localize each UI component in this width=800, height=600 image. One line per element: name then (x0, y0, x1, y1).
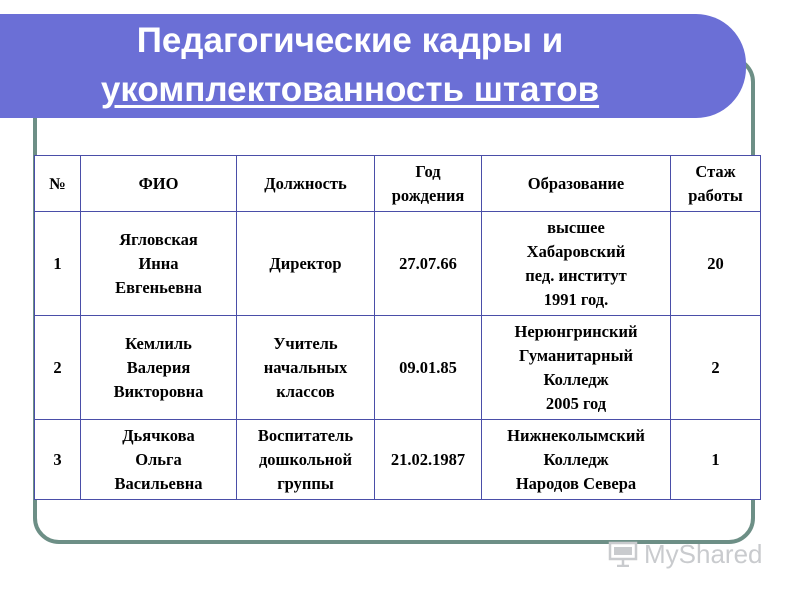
cell-number: 1 (35, 212, 81, 316)
presentation-board-icon (608, 541, 638, 567)
cell-number: 3 (35, 420, 81, 500)
header-birth-year: Год рождения (375, 156, 482, 212)
table-row (35, 420, 761, 500)
page-title (0, 16, 700, 114)
cell-experience: 1 (671, 420, 761, 500)
watermark-text: MyShared (644, 538, 763, 569)
cell-number: 2 (35, 316, 81, 420)
cell-birth-date: 09.01.85 (375, 316, 482, 420)
header-number: № (35, 156, 81, 212)
cell-education: высшее Хабаровский пед. институт 1991 год. (482, 212, 671, 316)
cell-name: Дьячкова Ольга Васильевна (81, 420, 237, 500)
table-row (35, 212, 761, 316)
cell-education: Нижнеколымский Колледж Народов Севера (482, 420, 671, 500)
title-line-1: Педагогические кадры и (136, 21, 564, 60)
cell-name: Кемлиль Валерия Викторовна (81, 316, 237, 420)
header-experience: Стаж работы (671, 156, 761, 212)
cell-experience: 20 (671, 212, 761, 316)
cell-position: Учитель начальных классов (237, 316, 375, 420)
cell-education: Нерюнгринский Гуманитарный Колледж 2005 год (482, 316, 671, 420)
header-name: ФИО (81, 156, 237, 212)
cell-birth-date: 21.02.1987 (375, 420, 482, 500)
cell-name: Ягловская Инна Евгеньевна (81, 212, 237, 316)
header-education: Образование (482, 156, 671, 212)
cell-birth-date: 27.07.66 (375, 212, 482, 316)
table-header-row (35, 156, 761, 212)
cell-position: Воспитатель дошкольной группы (237, 420, 375, 500)
cell-position: Директор (237, 212, 375, 316)
watermark (608, 536, 763, 572)
header-position: Должность (237, 156, 375, 212)
table-row (35, 316, 761, 420)
cell-experience: 2 (671, 316, 761, 420)
title-line-2: укомплектованность штатов (100, 70, 600, 109)
staff-table (34, 155, 761, 500)
